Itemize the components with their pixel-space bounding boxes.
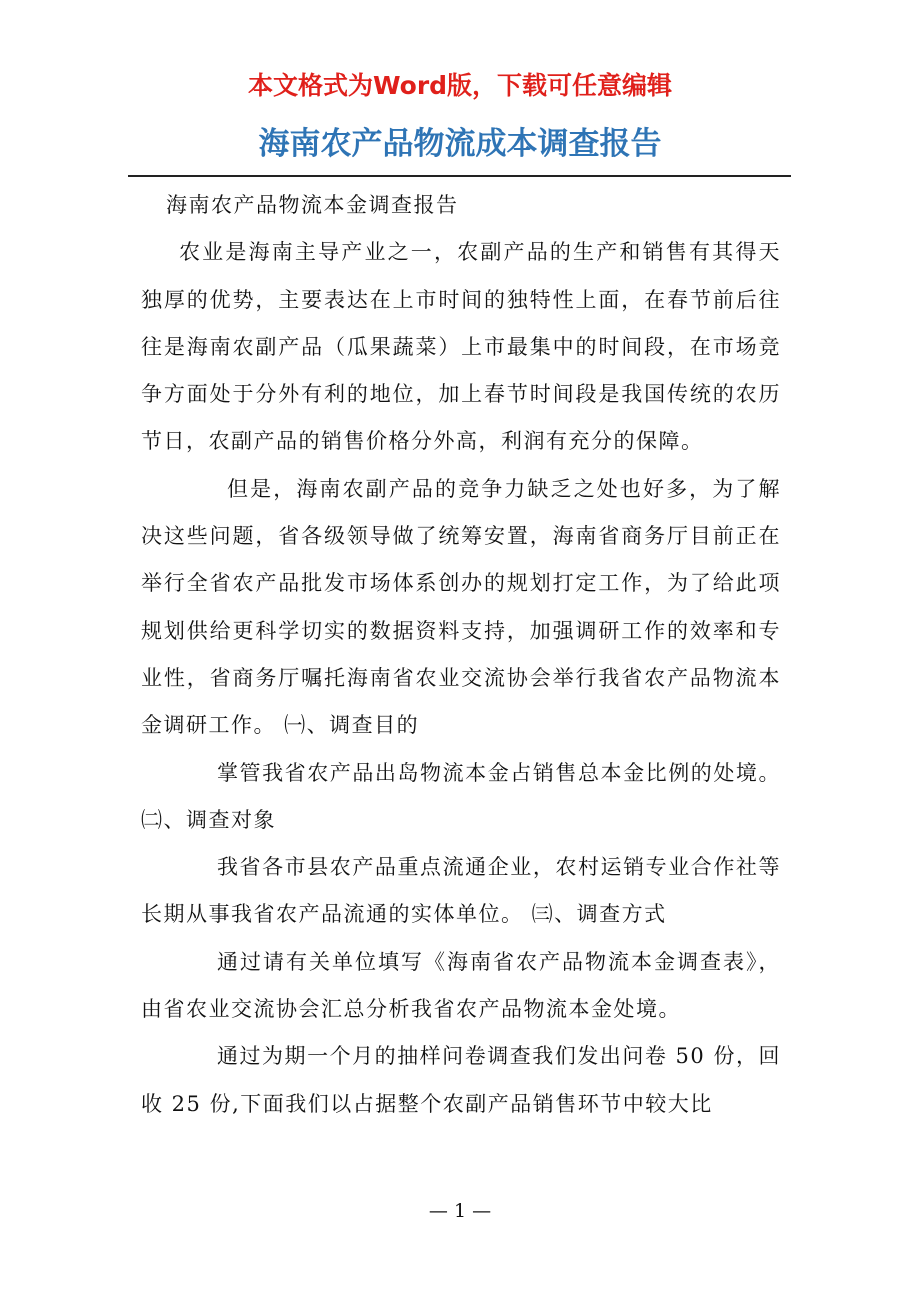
paragraph-intro: 农业是海南主导产业之一，农副产品的生产和销售有其得天独厚的优势，主要表达在上市时间的独特性上面，在春节前后往往是海南农副产品（瓜果蔬菜）上市最集中的时间段，在市场竞争方面处于分外有利的地位，加上春节时间段是我国传统的农历节日，农副产品的销售价格分外高，利润有充分的保障。 xyxy=(141,240,781,454)
paragraph-purpose: 掌管我省农产品出岛物流本金占销售总本金比例的处境。 ㈡、调查对象 xyxy=(141,760,781,832)
paragraph-method: 通过请有关单位填写《海南省农产品物流本金调查表》，由省农业交流协会汇总分析我省农产品物流本金处境。 xyxy=(141,949,781,1022)
title-divider xyxy=(128,175,791,177)
document-title: 海南农产品物流成本调查报告 xyxy=(258,126,662,162)
paragraph-survey: 通过为期一个月的抽样问卷调查我们发出问卷 50 份，回收 25 份,下面我们以占据整个农副产品销售环节中较大比 xyxy=(141,1044,781,1116)
download-notice-banner: 本文格式为Word版，下载可任意编辑 xyxy=(247,71,673,100)
paragraph-problems: 但是，海南农副产品的竞争力缺乏之处也好多，为了解决这些问题，省各级领导做了统筹安置，海南省商务厅目前正在举行全省农产品批发市场体系创办的规划打定工作，为了给此项规划供给更科学切实的数据资料支持，加强调研工作的效率和专业性，省商务厅嘱托海南省农业交流协会举行我省农产品物流本金调研工作。 ㈠、调查目的 xyxy=(141,476,781,738)
page-number: — 1 — xyxy=(428,1200,492,1222)
paragraph-subjects: 我省各市县农产品重点流通企业，农村运销专业合作社等长期从事我省农产品流通的实体单位。 ㈢、调查方式 xyxy=(141,855,781,927)
report-subtitle: 海南农产品物流本金调查报告 xyxy=(166,193,459,217)
document-body xyxy=(141,182,781,1128)
